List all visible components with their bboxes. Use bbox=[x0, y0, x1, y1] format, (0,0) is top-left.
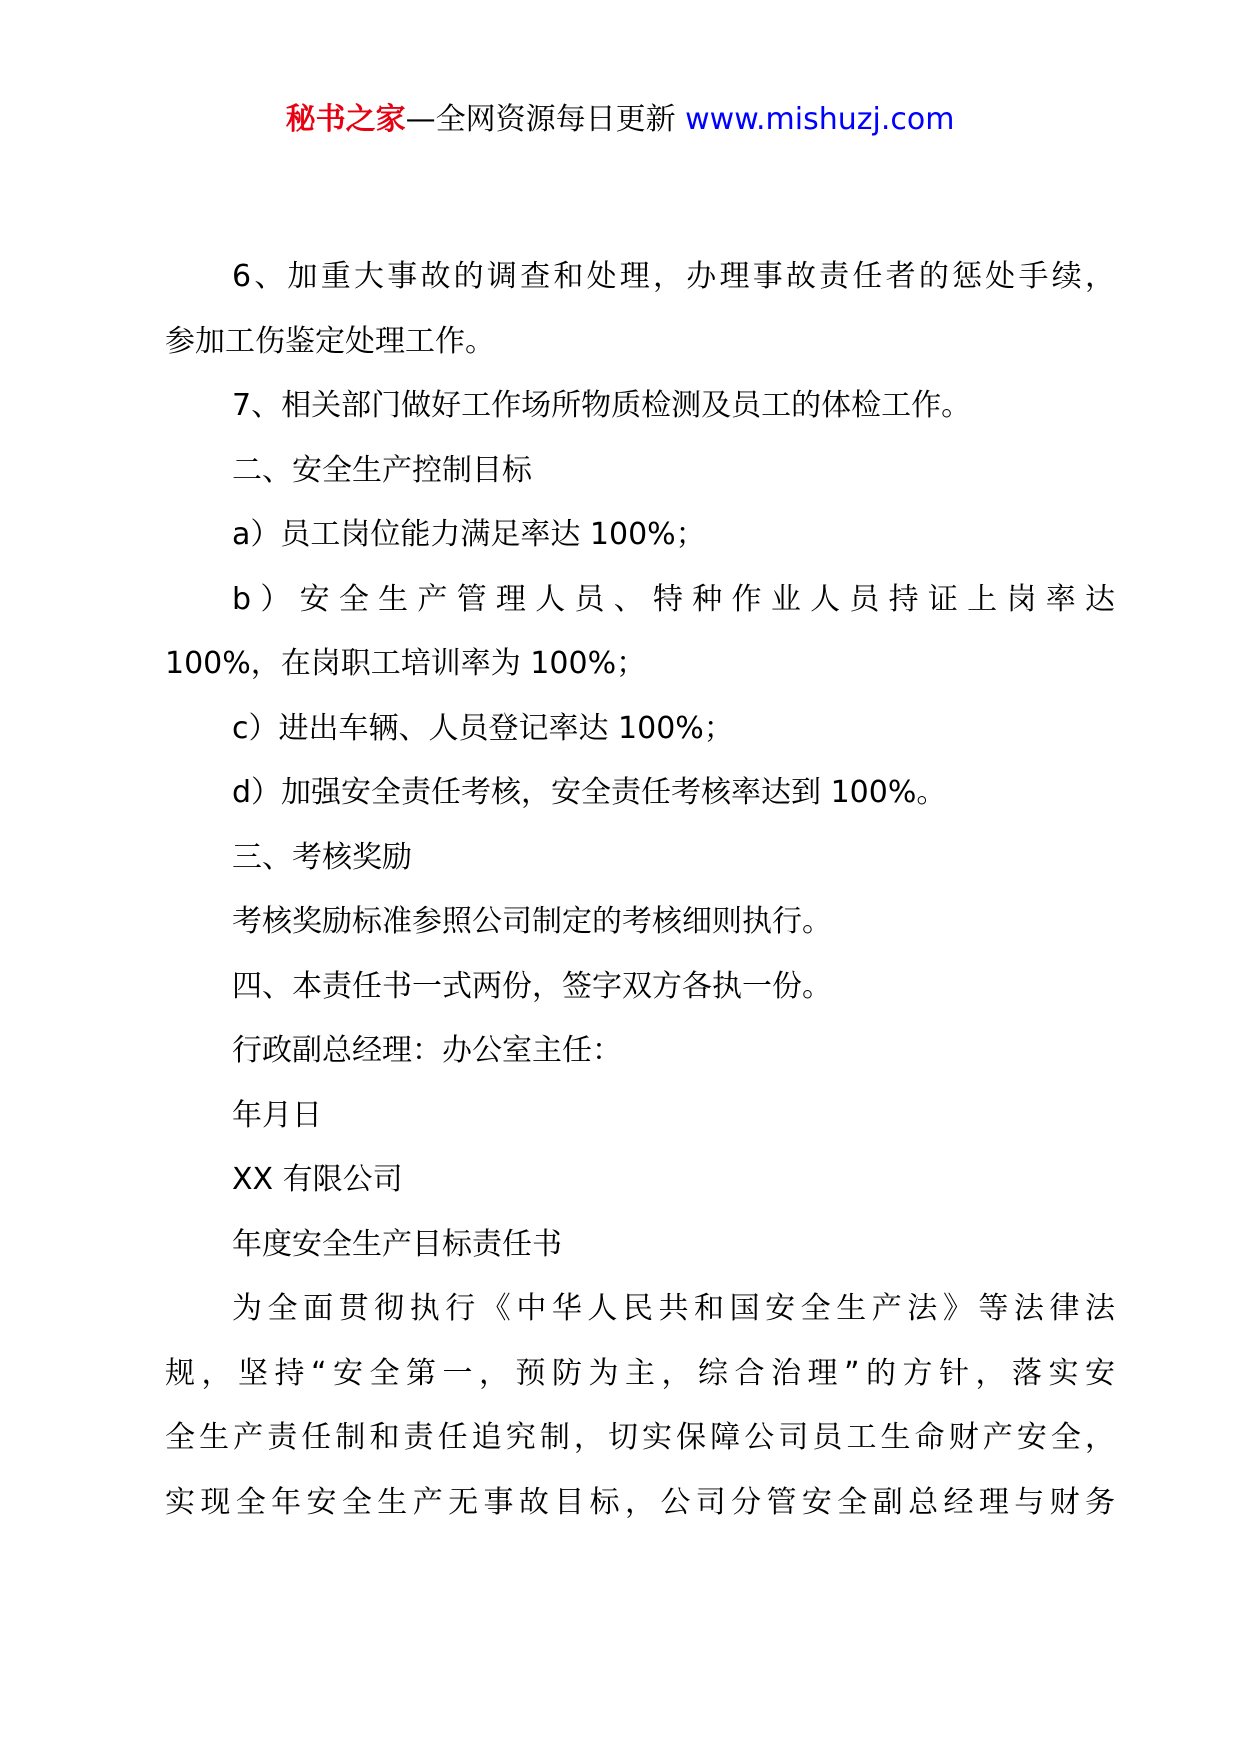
date-line: 年月日 bbox=[232, 1097, 322, 1133]
paragraph-line: 规，坚持“安全第一，预防为主，综合治理”的方针，落实安 bbox=[165, 1355, 1115, 1391]
list-item: d）加强安全责任考核，安全责任考核率达到 100%。 bbox=[232, 775, 947, 810]
paragraph-line: 考核奖励标准参照公司制定的考核细则执行。 bbox=[232, 904, 832, 939]
paragraph-line: 为全面贯彻执行《中华人民共和国安全生产法》等法律法 bbox=[232, 1291, 1115, 1326]
document-title: 年度安全生产目标责任书 bbox=[232, 1226, 562, 1262]
list-item: c）进出车辆、人员登记率达 100%； bbox=[232, 710, 734, 746]
list-item-continuation: 100%，在岗职工培训率为 100%； bbox=[165, 646, 647, 681]
paragraph-line: 参加工伤鉴定处理工作。 bbox=[165, 323, 495, 359]
list-item: b）安全生产管理人员、特种作业人员持证上岗率达 bbox=[232, 581, 1115, 617]
site-brand: 秘书之家 bbox=[285, 102, 406, 137]
paragraph-line: 6、加重大事故的调查和处理，办理事故责任者的惩处手续， bbox=[232, 259, 1115, 294]
paragraph-line: 7、相关部门做好工作场所物质检测及员工的体检工作。 bbox=[232, 388, 972, 423]
signature-line: 行政副总经理：办公室主任： bbox=[232, 1033, 622, 1068]
document-body bbox=[165, 245, 1115, 1535]
site-url-link[interactable]: www.mishuzj.com bbox=[685, 102, 955, 137]
list-item: a）员工岗位能力满足率达 100%； bbox=[232, 517, 706, 552]
paragraph-line: 全生产责任制和责任追究制，切实保障公司员工生命财产安全， bbox=[165, 1420, 1115, 1455]
company-name: XX 有限公司 bbox=[232, 1162, 403, 1197]
paragraph-line: 实现全年安全生产无事故目标，公司分管安全副总经理与财务 bbox=[165, 1484, 1115, 1520]
paragraph-line: 四、本责任书一式两份，签字双方各执一份。 bbox=[232, 968, 832, 1004]
section-heading: 三、考核奖励 bbox=[232, 839, 412, 875]
site-tagline: —全网资源每日更新 bbox=[405, 102, 686, 137]
section-heading: 二、安全生产控制目标 bbox=[232, 452, 532, 488]
page-header bbox=[0, 100, 1240, 140]
